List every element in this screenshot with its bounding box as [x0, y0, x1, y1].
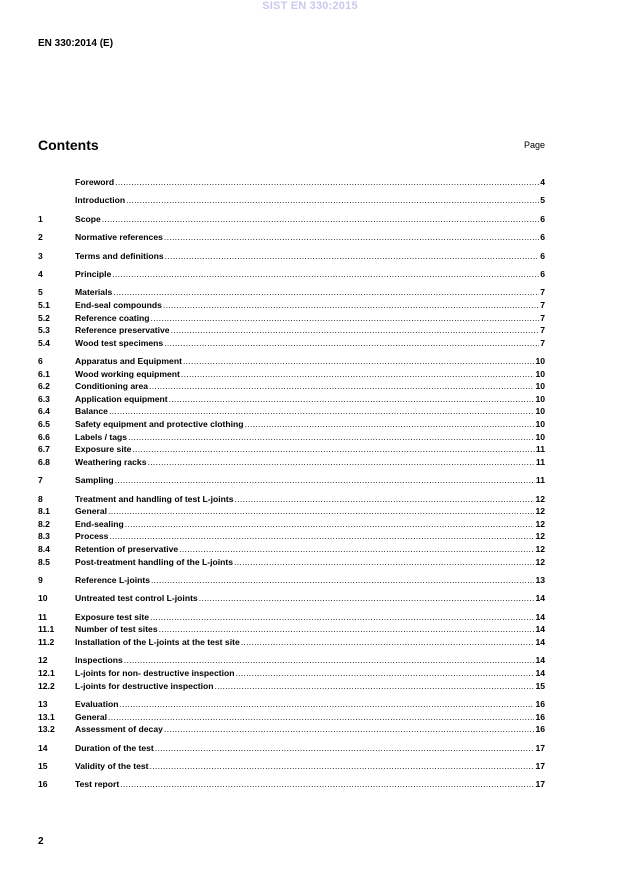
toc-entry-number: 2: [38, 232, 43, 243]
toc-entry[interactable]: [38, 355, 545, 368]
toc-entry[interactable]: [38, 574, 545, 587]
toc-entry-page: 10: [535, 431, 545, 442]
toc-entry-title: Materials: [75, 287, 113, 298]
toc-entry-page: 14: [535, 636, 545, 647]
toc-entry-title: Principle: [75, 268, 112, 279]
toc-entry-title: Post-treatment handling of the L-joints: [75, 556, 234, 567]
toc-entry-page: 4: [540, 177, 545, 187]
toc-dot-leader: [245, 418, 535, 431]
toc-dot-leader: [235, 493, 535, 506]
toc-dot-leader: [120, 778, 534, 791]
toc-entry-title: L-joints for destructive inspection: [75, 680, 214, 691]
toc-entry-number: 6.5: [38, 419, 50, 430]
page-column-label: Page: [523, 140, 545, 150]
toc-entry-title: End-seal compounds: [75, 299, 162, 310]
toc-entry-page: 6: [540, 213, 545, 224]
toc-dot-leader: [163, 299, 539, 312]
toc-entry-page: 14: [535, 593, 545, 604]
toc-entry-title: Duration of the test: [75, 742, 154, 753]
toc-dot-leader: [169, 393, 535, 406]
toc-entry[interactable]: [38, 380, 545, 393]
toc-entry-number: 16: [38, 779, 48, 790]
toc-entry-number: 5.2: [38, 312, 50, 323]
toc-entry-page: 12: [535, 556, 545, 567]
toc-entry-page: 14: [535, 667, 545, 678]
toc-entry-page: 7: [540, 325, 545, 336]
toc-dot-leader: [164, 231, 539, 244]
toc-entry-number: 8.2: [38, 518, 50, 529]
toc-entry-title: General: [75, 506, 108, 517]
toc-entry-number: 7: [38, 475, 43, 486]
toc-dot-leader: [150, 611, 534, 624]
toc-dot-leader: [165, 250, 540, 263]
toc-entry-page: 12: [535, 493, 545, 504]
toc-dot-leader: [235, 667, 534, 680]
toc-entry[interactable]: [38, 760, 545, 773]
toc-entry-page: 5: [540, 195, 545, 206]
toc-dot-leader: [113, 286, 539, 299]
toc-entry[interactable]: [38, 368, 545, 381]
toc-entry-page: 17: [535, 760, 545, 771]
toc-entry-title: Number of test sites: [75, 624, 158, 635]
toc-dot-leader: [241, 636, 535, 649]
toc-dot-leader: [149, 380, 534, 393]
toc-entry-page: 12: [535, 506, 545, 517]
toc-entry-page: 12: [535, 544, 545, 555]
toc-entry-title: Balance: [75, 406, 108, 417]
toc-entry-title: Foreword: [75, 177, 115, 187]
toc-entry-number: 13.1: [38, 711, 55, 722]
toc-dot-leader: [151, 312, 540, 325]
toc-entry-title: Installation of the L-joints at the test site: [75, 636, 240, 647]
toc-dot-leader: [112, 268, 539, 281]
toc-entry[interactable]: [38, 680, 545, 693]
toc-entry-title: Labels / tags: [75, 431, 128, 442]
toc-entry[interactable]: [38, 176, 545, 189]
toc-dot-leader: [125, 518, 535, 531]
footer-page-number: 2: [38, 836, 44, 847]
toc-entry[interactable]: [38, 431, 545, 444]
toc-entry-title: Safety equipment and protective clothing: [75, 419, 244, 430]
toc-entry-page: 14: [535, 611, 545, 622]
toc-entry[interactable]: [38, 312, 545, 325]
toc-entry-title: Inspections: [75, 655, 123, 666]
toc-dot-leader: [109, 405, 534, 418]
toc-dot-leader: [171, 324, 540, 337]
table-of-contents: [38, 176, 545, 791]
toc-entry-title: General: [75, 711, 108, 722]
toc-dot-leader: [109, 530, 534, 543]
toc-dot-leader: [126, 194, 539, 207]
toc-dot-leader: [150, 760, 535, 773]
toc-entry-page: 10: [535, 356, 545, 367]
toc-entry[interactable]: [38, 231, 545, 244]
toc-entry[interactable]: [38, 667, 545, 680]
toc-entry-title: Reference coating: [75, 312, 150, 323]
toc-entry-number: 6.3: [38, 393, 50, 404]
toc-dot-leader: [132, 443, 535, 456]
toc-dot-leader: [179, 543, 534, 556]
toc-entry-number: 9: [38, 575, 43, 585]
toc-dot-leader: [119, 698, 534, 711]
toc-entry-number: 8: [38, 493, 43, 504]
toc-entry-number: 13: [38, 698, 48, 709]
toc-entry-page: 10: [535, 406, 545, 417]
toc-entry-number: 15: [38, 760, 48, 771]
toc-entry[interactable]: [38, 299, 545, 312]
toc-dot-leader: [164, 723, 535, 736]
toc-entry-page: 14: [535, 624, 545, 635]
toc-entry-page: 7: [540, 287, 545, 298]
toc-dot-leader: [164, 337, 539, 350]
toc-entry[interactable]: [38, 778, 545, 791]
toc-entry[interactable]: [38, 518, 545, 531]
toc-entry-title: Evaluation: [75, 698, 119, 709]
toc-dot-leader: [234, 556, 534, 569]
toc-entry[interactable]: [38, 194, 545, 207]
toc-entry-number: 6.8: [38, 456, 50, 467]
toc-dot-leader: [151, 574, 534, 587]
toc-dot-leader: [115, 176, 539, 189]
toc-entry-page: 10: [535, 368, 545, 379]
toc-entry-title: Application equipment: [75, 393, 168, 404]
toc-entry-number: 12.2: [38, 680, 55, 691]
toc-entry-number: 12: [38, 655, 48, 666]
toc-entry-title: Introduction: [75, 195, 126, 206]
toc-entry-page: 10: [535, 419, 545, 430]
toc-entry-title: Exposure site: [75, 444, 132, 455]
toc-entry-number: 6.1: [38, 368, 50, 379]
toc-entry-title: End-sealing: [75, 518, 124, 529]
toc-entry[interactable]: [38, 213, 545, 226]
toc-entry-page: 13: [535, 575, 545, 585]
toc-entry-title: Sampling: [75, 475, 114, 486]
toc-entry-page: 14: [535, 655, 545, 666]
toc-entry[interactable]: [38, 443, 545, 456]
toc-entry-title: L-joints for non- destructive inspection: [75, 667, 235, 678]
toc-entry-page: 11: [535, 444, 545, 455]
toc-dot-leader: [199, 592, 535, 605]
toc-entry-page: 11: [535, 456, 545, 467]
toc-entry-number: 5.4: [38, 337, 50, 348]
toc-entry[interactable]: [38, 611, 545, 624]
toc-entry-number: 4: [38, 268, 43, 279]
toc-entry-number: 8.3: [38, 531, 50, 542]
toc-entry-page: 7: [540, 299, 545, 310]
toc-entry[interactable]: [38, 286, 545, 299]
toc-entry-number: 8.1: [38, 506, 50, 517]
toc-entry-page: 17: [535, 779, 545, 790]
toc-entry[interactable]: [38, 393, 545, 406]
toc-entry-number: 5.3: [38, 325, 50, 336]
toc-entry[interactable]: [38, 337, 545, 350]
toc-entry[interactable]: [38, 592, 545, 605]
toc-entry-page: 10: [535, 393, 545, 404]
toc-entry[interactable]: [38, 556, 545, 569]
toc-entry-number: 12.1: [38, 667, 55, 678]
toc-entry-number: 1: [38, 213, 43, 224]
toc-entry-page: 6: [540, 268, 545, 279]
toc-entry-number: 11: [38, 611, 48, 622]
toc-entry-number: 13.2: [38, 724, 55, 735]
toc-entry-title: Assessment of decay: [75, 724, 163, 735]
toc-entry-title: Validity of the test: [75, 760, 149, 771]
toc-entry-number: 6.7: [38, 444, 50, 455]
toc-entry[interactable]: [38, 530, 545, 543]
toc-entry-title: Conditioning area: [75, 381, 149, 392]
toc-entry[interactable]: [38, 324, 545, 337]
toc-entry-page: 15: [535, 680, 545, 691]
toc-entry-page: 16: [535, 724, 545, 735]
toc-entry-number: 6.2: [38, 381, 50, 392]
toc-entry-number: 6: [38, 356, 43, 367]
toc-entry-page: 6: [540, 232, 545, 243]
toc-entry-title: Treatment and handling of test L-joints: [75, 493, 234, 504]
toc-entry-number: 10: [38, 593, 48, 604]
toc-entry[interactable]: [38, 623, 545, 636]
watermark: SIST EN 330:2015: [262, 0, 358, 12]
toc-entry[interactable]: [38, 505, 545, 518]
toc-entry-title: Weathering racks: [75, 456, 147, 467]
toc-entry[interactable]: [38, 636, 545, 649]
toc-entry-page: 17: [535, 742, 545, 753]
toc-entry[interactable]: [38, 405, 545, 418]
toc-entry-number: 11.2: [38, 636, 55, 647]
toc-entry-page: 16: [535, 711, 545, 722]
toc-entry-number: 8.5: [38, 556, 50, 567]
toc-entry-page: 7: [540, 312, 545, 323]
toc-entry-number: 5.1: [38, 299, 50, 310]
toc-entry-title: Exposure test site: [75, 611, 150, 622]
toc-entry-number: 6.4: [38, 406, 50, 417]
toc-entry-page: 12: [535, 531, 545, 542]
toc-entry-title: Scope: [75, 213, 101, 224]
toc-entry[interactable]: [38, 742, 545, 755]
toc-entry[interactable]: [38, 456, 545, 469]
toc-entry-title: Wood working equipment: [75, 368, 180, 379]
toc-entry-number: 11.1: [38, 624, 55, 635]
toc-entry-title: Terms and definitions: [75, 250, 164, 261]
toc-dot-leader: [148, 456, 535, 469]
toc-dot-leader: [108, 505, 534, 518]
document-header: EN 330:2014 (E): [38, 38, 114, 49]
toc-entry[interactable]: [38, 723, 545, 736]
toc-entry[interactable]: [38, 474, 545, 487]
toc-entry-title: Retention of preservative: [75, 544, 179, 555]
toc-dot-leader: [115, 474, 535, 487]
toc-dot-leader: [124, 654, 535, 667]
toc-entry[interactable]: [38, 250, 545, 263]
toc-entry-title: Normative references: [75, 232, 163, 243]
toc-entry[interactable]: [38, 418, 545, 431]
toc-entry-number: 3: [38, 250, 43, 261]
toc-entry-page: 10: [535, 381, 545, 392]
toc-dot-leader: [128, 431, 534, 444]
toc-entry-page: 6: [540, 250, 545, 261]
toc-entry-title: Process: [75, 531, 109, 542]
toc-entry-page: 7: [540, 337, 545, 348]
toc-entry-title: Apparatus and Equipment: [75, 356, 182, 367]
toc-entry-number: 8.4: [38, 544, 50, 555]
toc-entry[interactable]: [38, 711, 545, 724]
toc-dot-leader: [181, 368, 535, 381]
toc-entry[interactable]: [38, 493, 545, 506]
toc-dot-leader: [102, 213, 539, 226]
toc-entry-title: Reference preservative: [75, 325, 170, 336]
toc-entry-page: 11: [535, 475, 545, 486]
toc-entry-number: 6.6: [38, 431, 50, 442]
toc-entry[interactable]: [38, 698, 545, 711]
toc-entry[interactable]: [38, 543, 545, 556]
toc-entry-page: 12: [535, 518, 545, 529]
toc-dot-leader: [183, 355, 534, 368]
toc-entry-number: 5: [38, 287, 43, 298]
toc-dot-leader: [155, 742, 535, 755]
toc-dot-leader: [214, 680, 534, 693]
toc-entry-page: 16: [535, 698, 545, 709]
toc-entry[interactable]: [38, 268, 545, 281]
toc-entry-number: 14: [38, 742, 48, 753]
toc-entry-title: Untreated test control L-joints: [75, 593, 198, 604]
toc-dot-leader: [108, 711, 534, 724]
toc-entry-title: Reference L-joints: [75, 575, 150, 585]
toc-entry[interactable]: [38, 654, 545, 667]
toc-entry-title: Wood test specimens: [75, 337, 164, 348]
toc-entry-title: Test report: [75, 779, 120, 790]
toc-dot-leader: [159, 623, 535, 636]
contents-title: Contents: [38, 137, 99, 153]
